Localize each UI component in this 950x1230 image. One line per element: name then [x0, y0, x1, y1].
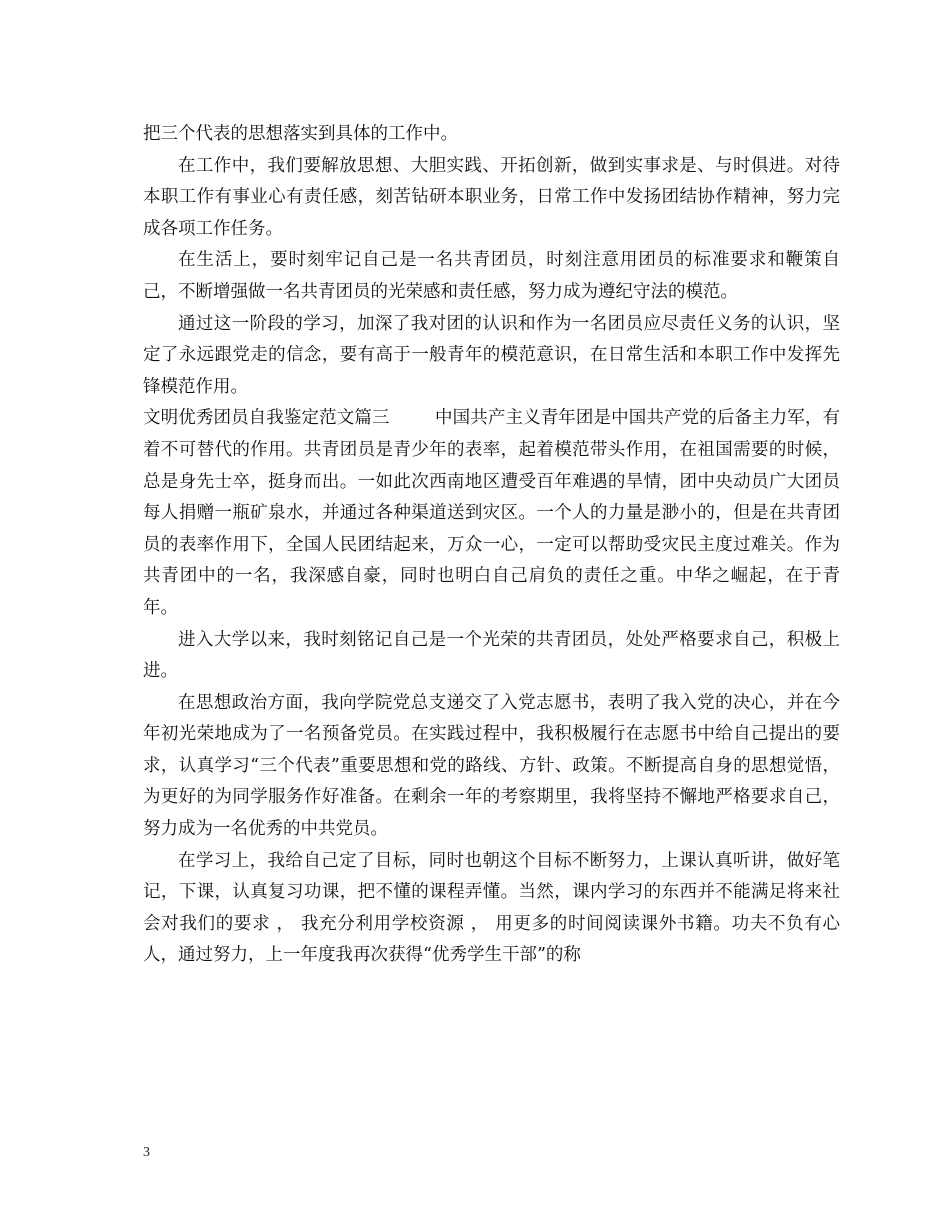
section-paragraph: [143, 403, 840, 624]
paragraph-5: 进入大学以来，我时刻铭记自己是一个光荣的共青团员，处处严格要求自己，积极上进。: [143, 629, 840, 682]
paragraph-1: 把三个代表的思想落实到具体的工作中。: [143, 124, 458, 144]
paragraph-7: 在学习上，我给自己定了目标，同时也朝这个目标不断努力，上课认真听讲，做好笔记，下课，认真复习功课，把不懂的课程弄懂。当然，课内学习的东西并不能满足将来社会对我们的要求 ， 我充分利用学校资源 ， 用更多的时间阅读课外书籍。功夫不负有心人，通过努力，上一年度我再次获得“优秀学生干部”的称: [143, 850, 840, 966]
paragraph-6: 在思想政治方面，我向学院党总支递交了入党志愿书，表明了我入党的决心，并在今年初光荣地成为了一名预备党员。在实践过程中，我积极履行在志愿书中给自己提出的要求，认真学习“三个代表”重要思想和党的路线、方针、政策。不断提高自身的思想觉悟，为更好的为同学服务作好准备。在剩余一年的考察期里，我将坚持不懈地严格要求自己，努力成为一名优秀的中共党员。: [143, 692, 840, 840]
page-number: 3: [143, 1145, 150, 1160]
paragraph-2: 在工作中，我们要解放思想、大胆实践、开拓创新，做到实事求是、与时俱进。对待本职工作有事业心有责任感，刻苦钻研本职业务，日常工作中发扬团结协作精神，努力完成各项工作任务。: [143, 155, 840, 239]
section-heading: 文明优秀团员自我鉴定范文篇三: [143, 408, 390, 429]
paragraph-4: 通过这一阶段的学习，加深了我对团的认识和作为一名团员应尽责任义务的认识，坚定了永远跟党走的信念，要有高于一般青年的模范意识，在日常生活和本职工作中发挥先锋模范作用。: [143, 313, 840, 397]
paragraph-3: 在生活上，要时刻牢记自己是一名共青团员，时刻注意用团员的标准要求和鞭策自己，不断增强做一名共青团员的光荣感和责任感，努力成为遵纪守法的模范。: [143, 250, 840, 302]
section-first-paragraph: 中国共产主义青年团是中国共产党的后备主力军，有着不可替代的作用。共青团员是青少年的表率，起着模范带头作用，在祖国需要的时候，总是身先士卒，挺身而出。一如此次西南地区遭受百年难遇的旱情，团中央动员广大团员每人捐赠一瓶矿泉水，并通过各种渠道送到灾区。一个人的力量是渺小的，但是在共青团员的表率作用下，全国人民团结起来，万众一心，一定可以帮助受灾民主度过难关。作为共青团中的一名，我深感自豪，同时也明白自己肩负的责任之重。中华之崛起，在于青年。: [143, 408, 841, 618]
heading-gap: [390, 408, 435, 428]
